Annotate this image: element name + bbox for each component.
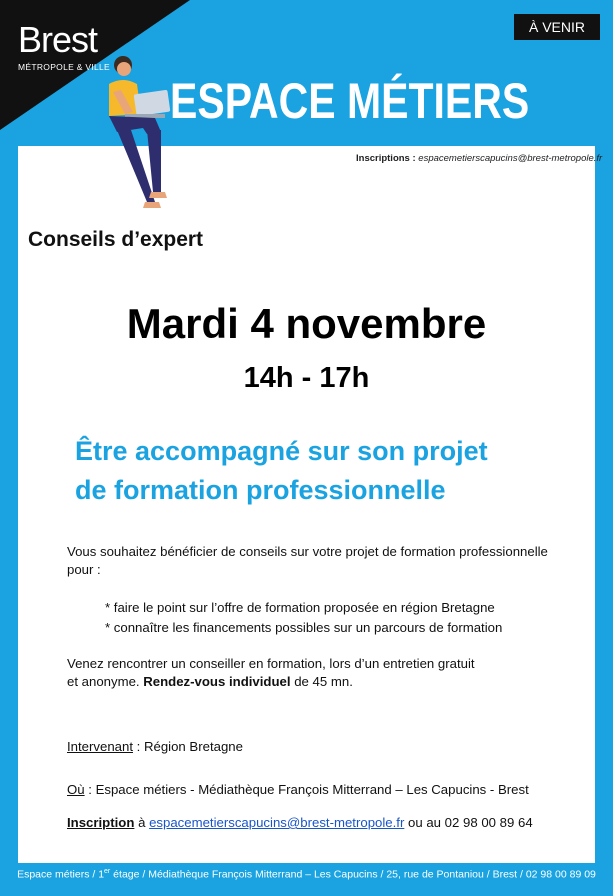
bullet-item: * faire le point sur l’offre de formation proposée en région Bretagne xyxy=(105,600,495,615)
event-date: Mardi 4 novembre xyxy=(126,300,487,347)
inscriptions-header-line xyxy=(356,153,603,164)
inscription-phone: ou au 02 98 00 89 64 xyxy=(404,815,533,830)
intervenant-label: Intervenant xyxy=(67,739,133,754)
meet-line-2 xyxy=(67,673,597,691)
location-line xyxy=(67,781,597,799)
intervenant-line xyxy=(67,738,597,756)
subtitle-line-1: Être accompagné sur son projet xyxy=(75,436,488,466)
inscription-label: Inscription xyxy=(67,815,135,830)
bullet-item: * connaître les financements possibles sur un parcours de formation xyxy=(105,619,503,635)
meet-line-1: Venez rencontrer un conseiller en formation, lors d’un entretien gratuit xyxy=(67,656,475,671)
meet-text: et anonyme. xyxy=(67,674,140,689)
intro-line-1: Vous souhaitez bénéficier de conseils sur votre projet de formation professionnelle xyxy=(67,544,548,559)
footer-superscript: er xyxy=(104,868,111,875)
intro-line-2: pour : xyxy=(67,562,101,577)
event-subtitle xyxy=(75,432,575,510)
inscription-text: à xyxy=(134,815,150,830)
upcoming-badge: À VENIR xyxy=(514,14,600,40)
location-value: : Espace métiers - Médiathèque François Mitterrand – Les Capucins - Brest xyxy=(84,782,529,797)
meet-duration: de 45 mn. xyxy=(294,674,353,689)
inscription-line xyxy=(67,814,597,832)
footer-text-1: Espace métiers / 1 xyxy=(17,868,105,881)
meet-bold-text: Rendez-vous individuel xyxy=(143,674,291,689)
intervenant-value: : Région Bretagne xyxy=(132,739,243,754)
logo-brest: Brest xyxy=(18,19,98,60)
inscriptions-label: Inscriptions : xyxy=(356,153,416,164)
location-label: Où xyxy=(67,782,85,797)
category-heading: Conseils d’expert xyxy=(28,228,204,251)
event-hours: 14h - 17h xyxy=(243,362,370,394)
logo-subtitle: MÉTROPOLE & VILLE xyxy=(18,62,111,72)
inscription-email-link[interactable]: espacemetierscapucins@brest-metropole.fr xyxy=(149,815,405,830)
page-title: ESPACE MÉTIERS xyxy=(170,73,530,129)
footer-address xyxy=(0,868,613,881)
person-with-laptop-illustration xyxy=(95,52,190,212)
inscriptions-email: espacemetierscapucins@brest-metropole.fr xyxy=(418,153,603,164)
intro-paragraph xyxy=(67,543,597,579)
bullet-list xyxy=(105,598,585,637)
meet-paragraph xyxy=(67,655,597,691)
subtitle-line-2: de formation professionnelle xyxy=(75,475,446,505)
footer-text-2: étage / Médiathèque François Mitterrand – Les Capucins / 25, rue de Pontaniou / Brest / 02 98 00 89 09 xyxy=(110,868,596,881)
